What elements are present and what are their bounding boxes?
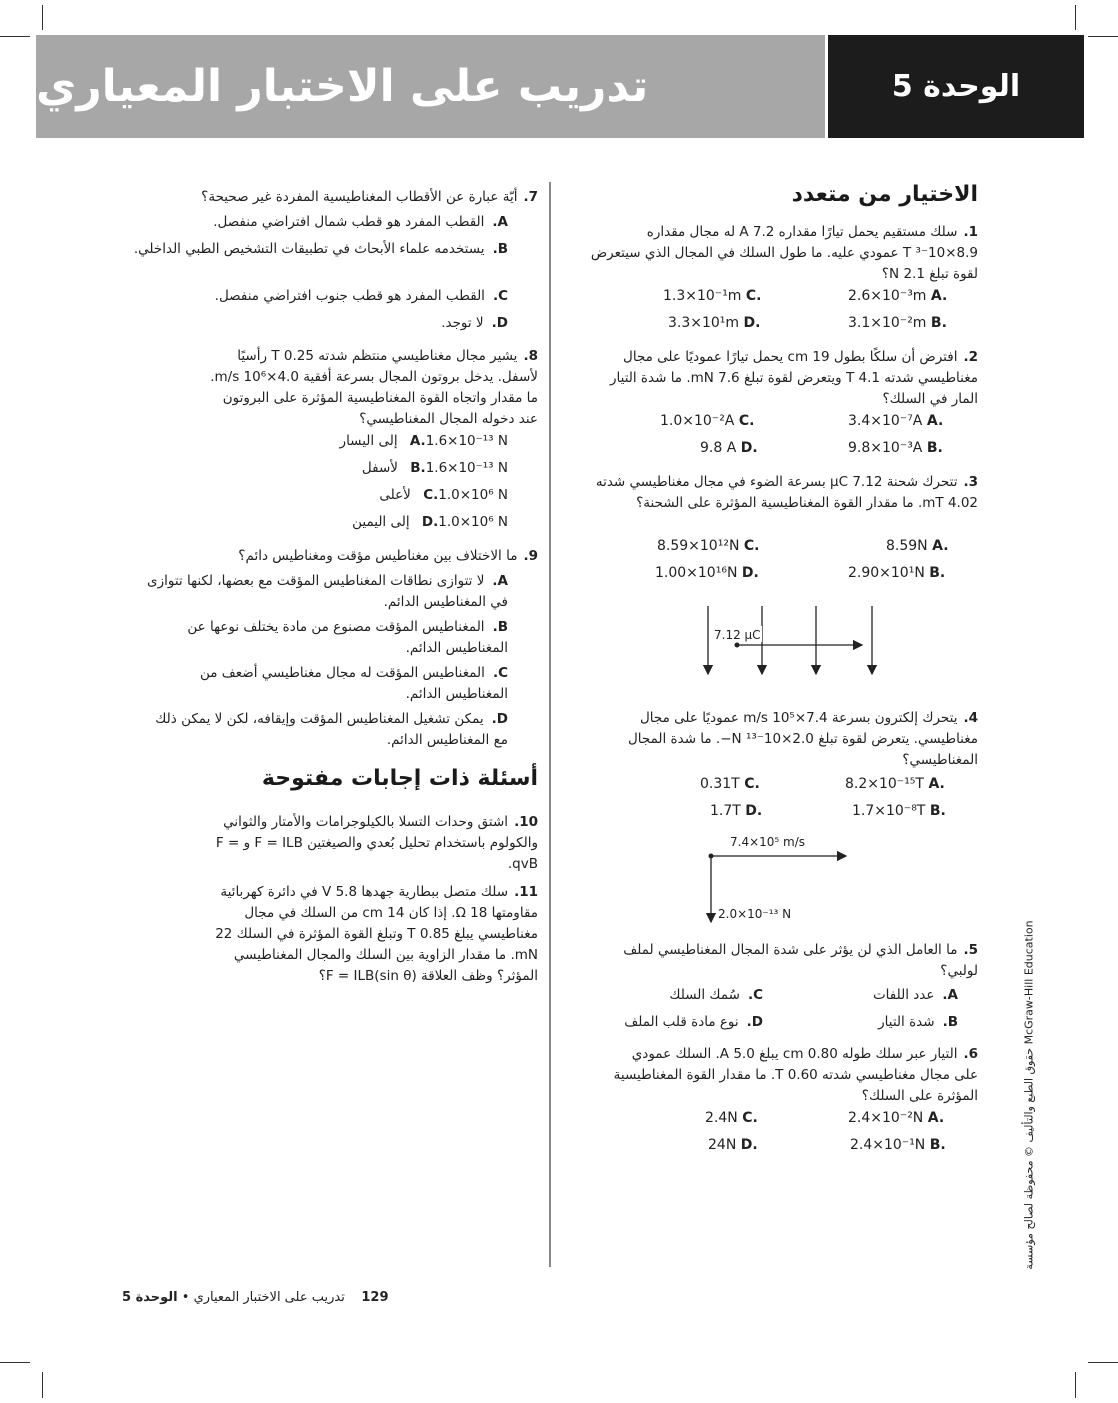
question-number: 11. <box>514 884 538 900</box>
copyright-credit <box>1020 920 1038 1270</box>
option-b[interactable]: 9.8×10⁻³A B. <box>848 440 943 456</box>
question-number: 10. <box>514 814 538 830</box>
option-b[interactable]: B.شدة التيار <box>878 1014 958 1030</box>
question-number: 5. <box>963 942 978 958</box>
question-text: أيّة عبارة عن الأقطاب المغناطيسية المفردة غير صحيحة؟ <box>201 189 518 205</box>
copyright-text: حقوق الطبع والتأليف © محفوظة لصالح مؤسسة McGraw-Hill Education <box>1022 920 1036 1270</box>
option-c[interactable]: C.سُمك السلك <box>669 987 763 1003</box>
option-d[interactable]: D.لا توجد. <box>441 315 508 331</box>
option-a[interactable]: A.1.6×10⁻¹³ N إلى اليسار <box>339 433 508 449</box>
question-1 <box>583 222 978 285</box>
question-11 <box>198 882 538 987</box>
option-c[interactable]: 0.31T C. <box>700 776 760 792</box>
crop-mark <box>42 1372 43 1398</box>
question-3 <box>583 472 978 514</box>
option-a[interactable]: A.لا تتوازى نطاقات المغناطيس المؤقت مع بعضها، لكنها تتوازى في المغناطيس الدائم. <box>147 573 508 610</box>
question-text: ما الاختلاف بين مغناطيس مؤقت ومغناطيس دائم؟ <box>238 548 518 564</box>
question-number: 3. <box>963 474 978 490</box>
option-b[interactable]: B.المغناطيس المؤقت مصنوع من مادة يختلف نوعها عن المغناطيس الدائم. <box>187 619 508 656</box>
option-d[interactable]: 1.00×10¹⁶N D. <box>655 565 759 581</box>
option-c[interactable]: 2.4N C. <box>705 1110 758 1126</box>
option-d[interactable]: D.1.0×10⁶ N إلى اليمين <box>352 514 508 530</box>
option-d[interactable]: 3.3×10¹m D. <box>668 315 761 331</box>
question-4 <box>583 708 978 771</box>
option-b[interactable]: B.يستخدمه علماء الأبحاث في تطبيقات التشخيص الطبي الداخلي. <box>133 241 508 257</box>
question-number: 1. <box>963 224 978 240</box>
question-text: اشتق وحدات التسلا بالكيلوجرامات والأمتار والثواني والكولوم باستخدام تحليل بُعدي والصيغتين F = ILB و F = qvB. <box>215 814 538 872</box>
option-d[interactable]: 9.8 A D. <box>700 440 758 456</box>
question-text: افترض أن سلكًا بطول 19 cm يحمل تيارًا عموديًا على مجال مغناطيسي شدته 4.1 T ويتعرض لقوة تبلغ 7.6 mN. ما شدة التيار المار في السلك؟ <box>610 349 978 407</box>
question-text: يشير مجال مغناطيسي منتظم شدته 0.25 T رأسيًا لأسفل. يدخل بروتون المجال بسرعة أفقية 4.0×10⁶ m/s. ما مقدار واتجاه القوة المغناطيسية المؤثرة على البروتون عند دخوله المجال المغناطيسي؟ <box>210 348 538 427</box>
footer-page-number: 129 <box>361 1290 389 1305</box>
charge-dot <box>735 643 740 648</box>
footer-unit: الوحدة 5 <box>122 1290 178 1305</box>
question-10 <box>198 812 538 875</box>
option-c[interactable]: C.القطب المفرد هو قطب جنوب افتراضي منفصل. <box>214 288 508 304</box>
question-text: يتحرك إلكترون بسرعة 7.4×10⁵ m/s عموديًا على مجال مغناطيسي. يتعرض لقوة تبلغ 2.0×10⁻¹³ N−. ما شدة المجال المغناطيسي؟ <box>627 710 978 768</box>
option-d[interactable]: 24N D. <box>708 1137 758 1153</box>
option-b[interactable]: 3.1×10⁻²m B. <box>848 315 947 331</box>
question-3-figure <box>700 602 890 684</box>
question-number: 2. <box>963 349 978 365</box>
question-number: 6. <box>963 1046 978 1062</box>
section-heading-open: أسئلة ذات إجابات مفتوحة <box>261 766 538 791</box>
question-6 <box>608 1044 978 1107</box>
question-number: 8. <box>523 348 538 364</box>
header-banner <box>36 35 1084 138</box>
question-8 <box>208 346 538 430</box>
option-c[interactable]: 1.0×10⁻²A C. <box>660 413 755 429</box>
question-text: التيار عبر سلك طوله 0.80 cm يبلغ 5.0 A. السلك عمودي على مجال مغناطيسي شدته 0.60 T. ما مقدار القوة المغناطيسية المؤثرة على السلك؟ <box>613 1046 978 1104</box>
crop-mark <box>1088 36 1118 37</box>
question-number: 4. <box>963 710 978 726</box>
column-divider <box>549 182 551 1267</box>
question-number: 7. <box>523 189 538 205</box>
force-label: 2.0×10⁻¹³ N <box>718 907 792 921</box>
page-title: تدريب على الاختبار المعياري <box>36 61 649 112</box>
crop-mark <box>0 36 30 37</box>
footer-bullet: • <box>181 1290 190 1305</box>
option-b[interactable]: B.1.6×10⁻¹³ N لأسفل <box>361 460 508 476</box>
question-9 <box>138 546 538 567</box>
crop-mark <box>0 1362 30 1363</box>
option-a[interactable]: A.عدد اللفات <box>872 987 958 1003</box>
option-c[interactable]: 8.59×10¹²N C. <box>657 538 760 554</box>
crop-mark <box>1075 5 1076 30</box>
question-5 <box>583 940 978 982</box>
option-d[interactable]: D.نوع مادة قلب الملف <box>624 1014 763 1030</box>
crop-mark <box>1075 1372 1076 1398</box>
crop-mark <box>42 5 43 30</box>
question-text: ما العامل الذي لن يؤثر على شدة المجال المغناطيسي لملف لولبي؟ <box>623 942 978 979</box>
section-heading-mc: الاختيار من متعدد <box>791 182 978 207</box>
footer-title: تدريب على الاختبار المعياري <box>193 1290 345 1305</box>
question-number: 9. <box>523 548 538 564</box>
page-footer <box>122 1290 389 1305</box>
option-a[interactable]: 2.6×10⁻³m A. <box>848 288 948 304</box>
question-text: تتحرك شحنة 7.12 μC بسرعة الضوء في مجال مغناطيسي شدته 4.02 mT. ما مقدار القوة المغناطيسية المؤثرة على الشحنة؟ <box>595 474 978 511</box>
question-2 <box>583 347 978 410</box>
question-7 <box>138 187 538 208</box>
unit-label: الوحدة 5 <box>828 35 1084 138</box>
option-c[interactable]: C.1.0×10⁶ N لأعلى <box>379 487 508 503</box>
option-b[interactable]: 2.90×10¹N B. <box>848 565 946 581</box>
velocity-label: 7.4×10⁵ m/s <box>730 835 806 849</box>
question-4-figure <box>700 830 860 926</box>
option-a[interactable]: 8.59N A. <box>886 538 949 554</box>
option-c[interactable]: C.المغناطيس المؤقت له مجال مغناطيسي أضعف من المغناطيس الدائم. <box>199 665 508 702</box>
question-text: سلك متصل ببطارية جهدها 5.8 V في دائرة كهربائية مقاومتها Ω 18. إذا كان 14 cm من السلك في مجال مغناطيسي يبلغ 0.85 T وتبلغ القوة المؤثرة في السلك 22 mN. ما مقدار الزاوية بين السلك والمجال المغناطيسي المؤثر؟ وظف العلاقة (F = ILB(sin θ؟ <box>215 884 538 984</box>
option-d[interactable]: D.يمكن تشغيل المغناطيس المؤقت وإيقافه، لكن لا يمكن ذلك مع المغناطيس الدائم. <box>155 711 508 748</box>
option-c[interactable]: 1.3×10⁻¹m C. <box>663 288 762 304</box>
option-a[interactable]: 2.4×10⁻²N A. <box>848 1110 945 1126</box>
option-b[interactable]: 1.7×10⁻⁸T B. <box>852 803 946 819</box>
option-a[interactable]: A.القطب المفرد هو قطب شمال افتراضي منفصل. <box>213 214 508 230</box>
option-b[interactable]: 2.4×10⁻¹N B. <box>850 1137 946 1153</box>
electron-dot <box>709 854 714 859</box>
crop-mark <box>1088 1362 1118 1363</box>
option-a[interactable]: 3.4×10⁻⁷A A. <box>848 413 944 429</box>
option-d[interactable]: 1.7T D. <box>710 803 763 819</box>
question-text: سلك مستقيم يحمل تيارًا مقداره 7.2 A له مجال مقداره 8.9×10⁻³ T عمودي عليه. ما طول السلك في المجال الذي سيتعرض لقوة تبلغ 2.1 N؟ <box>590 224 978 282</box>
option-a[interactable]: 8.2×10⁻¹⁵T A. <box>845 776 945 792</box>
charge-label: 7.12 μC <box>714 628 761 642</box>
